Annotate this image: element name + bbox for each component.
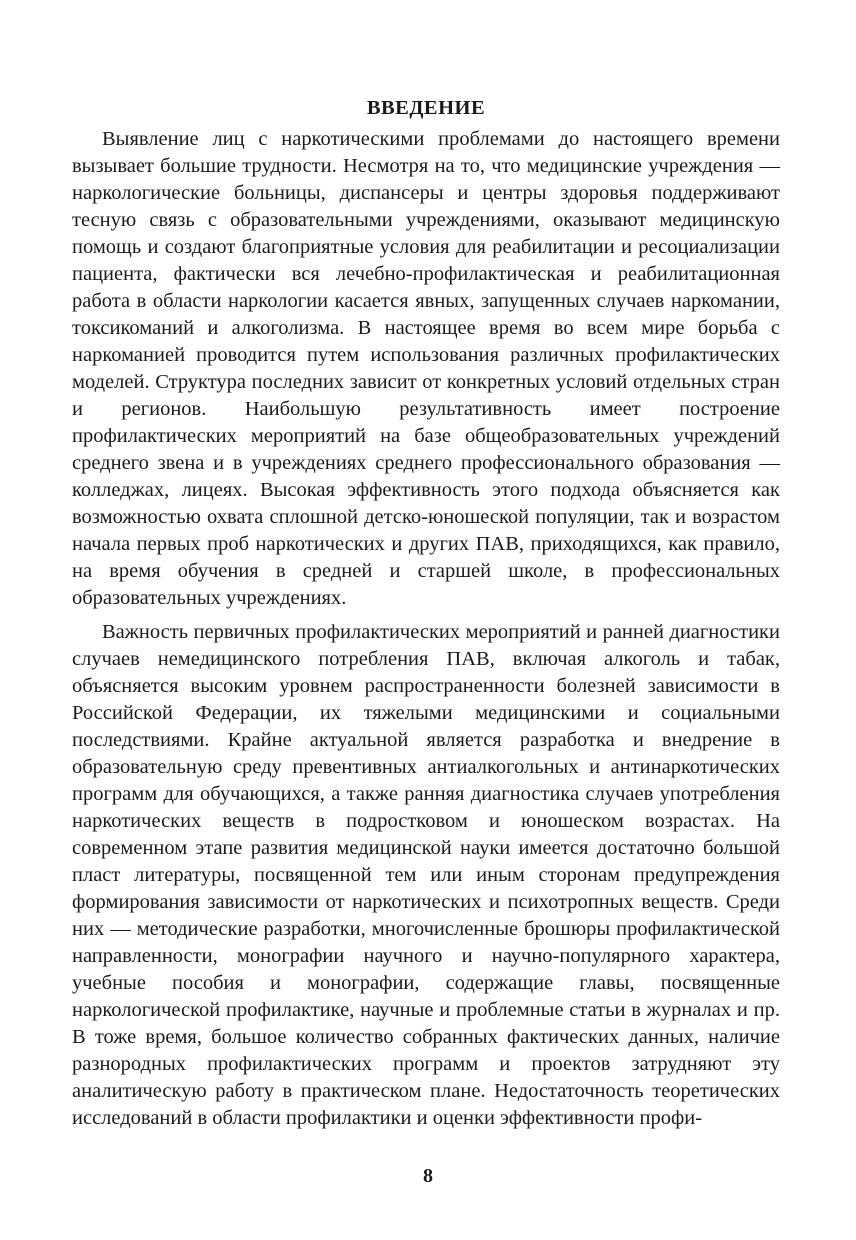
section-heading: ВВЕДЕНИЕ (366, 97, 486, 119)
page-number: 8 (423, 1165, 433, 1187)
paragraph-1: Выявление лиц с наркотическими проблемами до настоящего времени вызывает большие трудности. Несмотря на то, что медицинские учреждения — наркологические больницы, диспансеры и центры здоровья поддерживают тесную связь с образовательными учреждениями, оказывают медицинскую помощь и создают благоприятные условия для реабилитации и ресоциализации пациента, фактически вся лечебно-профилактическая и реабилитационная работа в области наркологии касается явных, запущенных случаев наркомании, токсикоманий и алкоголизма. В настоящее время во всем мире борьба с наркоманией проводится путем использования различных профилактических моделей. Структура последних зависит от конкретных условий отдельных стран и регионов. Наибольшую результативность имеет построение профилактических мероприятий на базе общеобразовательных учреждений среднего звена и в учреждениях среднего профессионального образования — колледжах, лицеях. Высокая эффективность этого подхода объясняется как возможностью охвата сплошной детско-юношеской популяции, так и возрастом начала первых проб наркотических и других ПАВ, приходящихся, как правило, на время обучения в средней и старшей школе, в профессиональных образовательных учреждениях. (72, 128, 780, 609)
page-content (72, 93, 780, 1132)
paragraph-2: Важность первичных профилактических мероприятий и ранней диагностики случаев немедицинского потребления ПАВ, включая алкоголь и табак, объясняется высоким уровнем распространенности болезней зависимости в Российской Федерации, их тяжелыми медицинскими и социальными последствиями. Крайне актуальной является разработка и внедрение в образовательную среду превентивных антиалкогольных и антинаркотических программ для обучающихся, а также ранняя диагностика случаев употребления наркотических веществ в подростковом и юношеском возрастах. На современном этапе развития медицинской науки имеется достаточно большой пласт литературы, посвященной тем или иным сторонам предупреждения формирования зависимости от наркотических и психотропных веществ. Среди них — методические разработки, многочисленные брошюры профилактической направленности, монографии научного и научно-популярного характера, учебные пособия и монографии, содержащие главы, посвященные наркологической профилактике, научные и проблемные статьи в журналах и пр. В тоже время, большое количество собранных фактических данных, наличие разнородных профилактических программ и проектов затрудняют эту аналитическую работу в практическом плане. Недостаточность теоретических исследований в области профилактики и оценки эффективности профи- (72, 621, 780, 1129)
